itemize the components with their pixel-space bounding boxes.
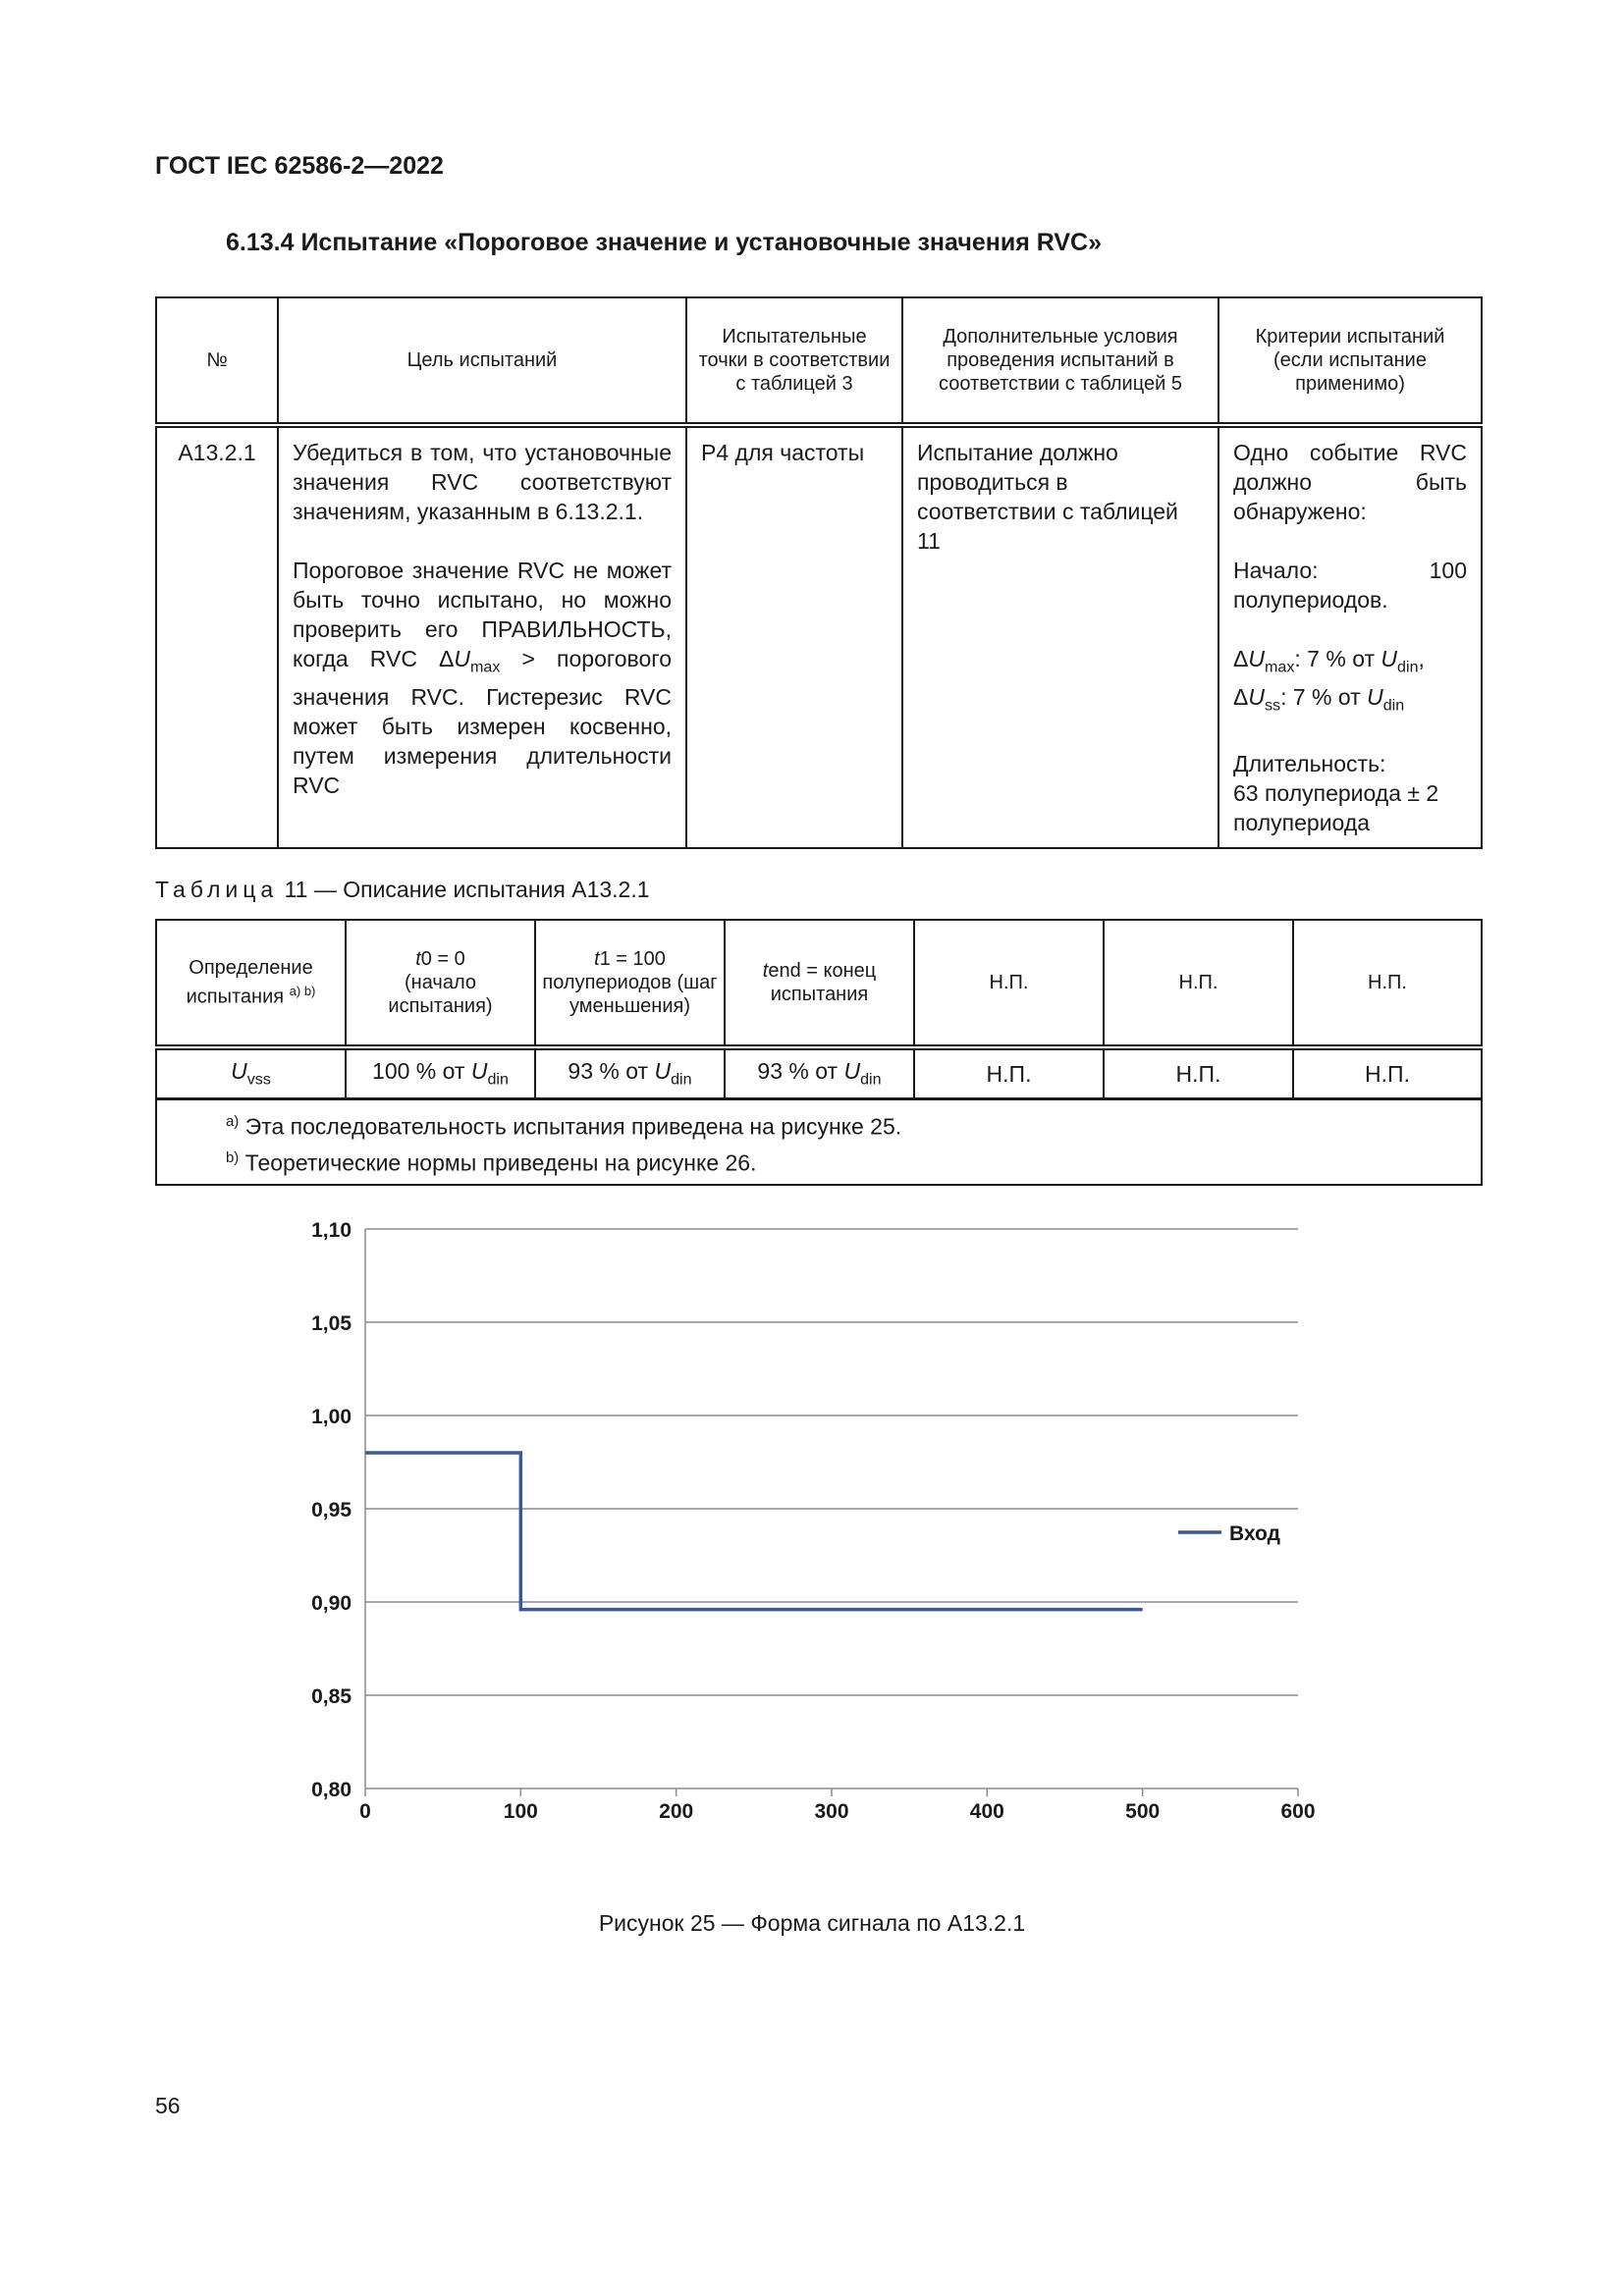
criteria-paragraph-4: Длительность: 63 полупериода ± 2 полупериода [1233, 751, 1439, 836]
x-tick-label: 500 [1125, 1800, 1161, 1823]
header-t1: t1 = 100 полупериодов (шаг уменьшения) [535, 920, 725, 1047]
test-purpose [278, 425, 686, 848]
criteria-paragraph-1: Одно событие RVC должно быть обнаружено: [1233, 440, 1467, 524]
purpose-paragraph-1: Убедиться в том, что установочные значения RVC соответствуют значениям, указанным в 6.13.2.1. [293, 440, 672, 524]
test-table-row [156, 425, 1482, 848]
y-tick-label: 0,80 [311, 1779, 352, 1801]
row-na-3: Н.П. [1293, 1047, 1482, 1099]
document-header: ГОСТ IEC 62586-2—2022 [155, 152, 444, 180]
series-line [365, 1453, 1143, 1610]
y-tick-label: 1,05 [311, 1312, 352, 1335]
test-points: P4 для частоты [686, 425, 902, 848]
note-a: $^{a)}$ Эта последовательность испытания приведена на рисунке 25. [226, 1113, 902, 1140]
header-na-1: Н.П. [914, 920, 1104, 1047]
row-variable: $U_{vss}$ [156, 1047, 346, 1099]
y-tick-label: 0,95 [311, 1499, 352, 1522]
table-caption: Таблица 11 — Описание испытания A13.2.1 [155, 877, 650, 902]
note-b: $^{b)}$ Теоретические нормы приведены на рисунке 26. [226, 1148, 757, 1176]
page-number: 56 [155, 2093, 181, 2118]
row-na-2: Н.П. [1104, 1047, 1293, 1099]
row-value-t0: 100 % от $U_{din}$ [346, 1047, 535, 1099]
header-criteria: Критерии испытаний (если испытание применимо) [1218, 297, 1482, 425]
test-table-header [156, 297, 1482, 425]
x-tick-label: 0 [359, 1800, 371, 1823]
y-tick-label: 0,90 [311, 1592, 352, 1615]
signal-chart [295, 1207, 1335, 1845]
header-purpose: Цель испытаний [278, 297, 686, 425]
criteria-paragraph-2: Начало: 100 полупериодов. [1233, 558, 1467, 613]
row-value-t1: 93 % от $U_{din}$ [535, 1047, 725, 1099]
test-number: A13.2.1 [156, 425, 278, 848]
header-na-3: Н.П. [1293, 920, 1482, 1047]
x-tick-label: 200 [659, 1800, 694, 1823]
row-value-tend: 93 % от $U_{din}$ [725, 1047, 914, 1099]
header-na-2: Н.П. [1104, 920, 1293, 1047]
header-tend: tend = конец испытания [725, 920, 914, 1047]
section-title: 6.13.4 Испытание «Пороговое значение и установочные значения RVC» [226, 229, 1102, 256]
figure-caption: Рисунок 25 — Форма сигнала по A13.2.1 [598, 1910, 1026, 1936]
test-criteria [1218, 425, 1482, 848]
criteria-paragraph-3: $\Delta U_{max}$: 7 % от $U_{din}$, $\Delta U_{ss}$: 7 % от $U_{din}$ [1233, 646, 1425, 715]
grid-lines [365, 1229, 1298, 1695]
row-na-1: Н.П. [914, 1047, 1104, 1099]
y-tick-label: 1,00 [311, 1406, 352, 1428]
description-table [155, 919, 1483, 1186]
tick-labels [311, 1219, 1315, 1823]
chart-axes [365, 1229, 1298, 1796]
description-table-header [156, 920, 1482, 1047]
test-conditions: Испытание должно проводиться в соответствии с таблицей 11 [902, 425, 1218, 848]
chart-series [365, 1453, 1143, 1610]
table-notes [156, 1099, 1482, 1186]
x-tick-label: 400 [969, 1800, 1004, 1823]
header-t0: t0 = 0 (начало испытания) [346, 920, 535, 1047]
x-tick-label: 100 [503, 1800, 538, 1823]
legend-label: Вход [1229, 1522, 1280, 1545]
purpose-paragraph-2: Пороговое значение RVC не может быть точно испытано, но можно проверить его ПРАВИЛЬНОСТЬ, когда RVC $\Delta U_{max}$ > порогового значения RVC. Гистерезис RVC может быть измерен косвенно, путем измерения длительности RVC [293, 558, 672, 798]
chart-legend [1178, 1522, 1280, 1545]
x-tick-label: 600 [1280, 1800, 1316, 1823]
header-definition: Определение испытания $^{a) b)}$ [156, 920, 346, 1047]
table-notes-cell [156, 1099, 1482, 1186]
y-tick-label: 0,85 [311, 1685, 352, 1708]
x-tick-label: 300 [814, 1800, 849, 1823]
description-table-row [156, 1047, 1482, 1099]
y-tick-label: 1,10 [311, 1219, 352, 1242]
header-test-points: Испытательные точки в соответствии с таблицей 3 [686, 297, 902, 425]
header-conditions: Дополнительные условия проведения испытаний в соответствии с таблицей 5 [902, 297, 1218, 425]
test-table [155, 296, 1483, 849]
header-number: № [156, 297, 278, 425]
